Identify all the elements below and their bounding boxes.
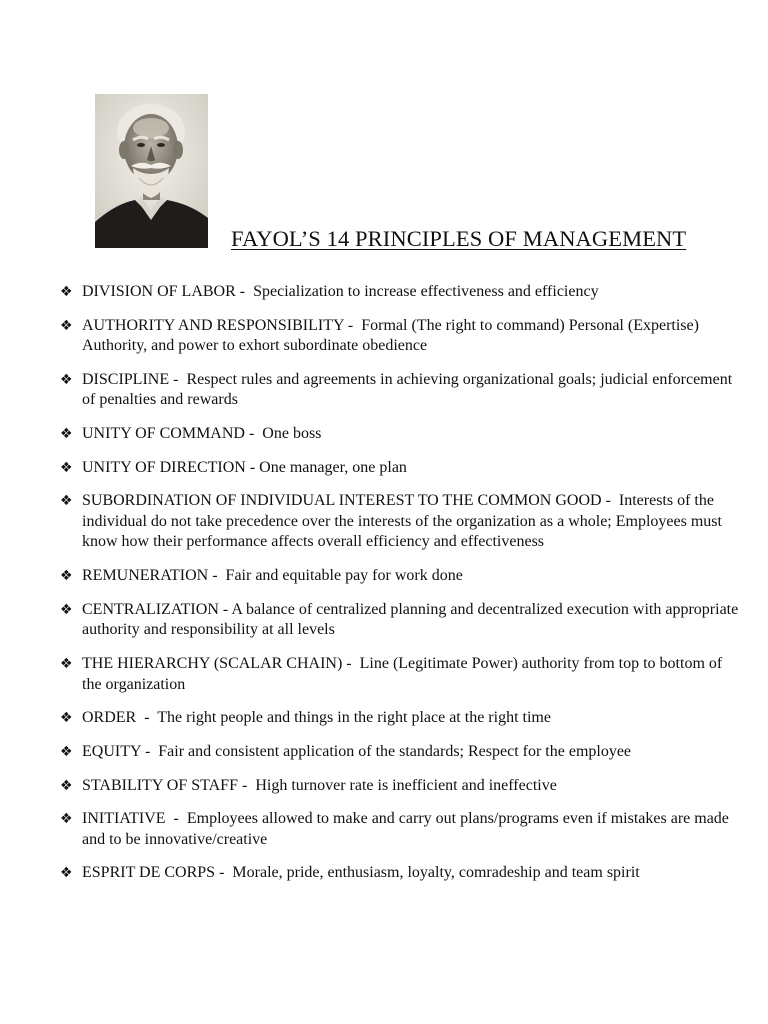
principle-heading: DISCIPLINE — [82, 370, 170, 388]
principle-description: Interests of the individual do not take precedence over the interests of the organization as a whole; Employees must know how their performance affects overall efficiency and effectiveness — [82, 492, 722, 551]
principle-separator: - — [237, 776, 256, 794]
principle-text — [82, 655, 722, 693]
principle-separator: - — [245, 458, 260, 476]
four-diamond-bullet-icon: ❖ — [60, 493, 73, 510]
principle-separator: - — [208, 567, 226, 585]
principle-item — [60, 370, 740, 411]
principle-heading: SUBORDINATION OF INDIVIDUAL INTEREST TO THE COMMON GOOD — [82, 492, 602, 510]
principle-separator: - — [601, 492, 619, 510]
principle-separator: - — [136, 709, 158, 727]
principle-description: One manager, one plan — [259, 458, 407, 476]
principle-heading: EQUITY — [82, 742, 141, 760]
principle-text — [82, 492, 722, 550]
principle-separator: - — [235, 283, 254, 300]
principle-heading: REMUNERATION — [82, 567, 209, 585]
principle-item — [60, 776, 740, 797]
principle-item — [60, 282, 740, 303]
principle-text — [82, 317, 699, 355]
page-title: FAYOL’S 14 PRINCIPLES OF MANAGEMENT — [231, 226, 687, 251]
principle-heading: ESPRIT DE CORPS — [82, 864, 216, 882]
principle-heading: THE HIERARCHY (SCALAR CHAIN) — [82, 655, 343, 672]
principle-heading: AUTHORITY AND RESPONSIBILITY — [82, 316, 344, 334]
principle-description: Respect rules and agreements in achieving organizational goals; judicial enforcement of penalties and rewards — [82, 370, 733, 409]
principle-item — [60, 424, 740, 445]
principle-item — [60, 600, 740, 641]
principle-text — [82, 425, 321, 442]
principle-description: Morale, pride, enthusiasm, loyalty, comradeship and team spirit — [232, 864, 640, 882]
principle-heading: CENTRALIZATION — [82, 600, 219, 618]
principle-description: Fair and equitable pay for work done — [225, 567, 463, 585]
four-diamond-bullet-icon: ❖ — [60, 811, 73, 828]
four-diamond-bullet-icon: ❖ — [60, 710, 73, 727]
principle-text — [82, 709, 551, 726]
principle-description: Fair and consistent application of the standards; Respect for the employee — [158, 742, 632, 760]
four-diamond-bullet-icon: ❖ — [60, 284, 73, 300]
principle-separator: - — [140, 742, 159, 760]
principle-heading: UNITY OF COMMAND — [82, 425, 245, 443]
principle-item — [60, 863, 740, 884]
principle-description: Specialization to increase effectiveness and efficiency — [253, 283, 599, 300]
principle-separator: - — [218, 600, 232, 618]
principle-description: One boss — [262, 425, 322, 443]
principle-description: Formal (The right to command) Personal (Expertise) Authority, and power to exhort subordinate obedience — [82, 316, 699, 355]
four-diamond-bullet-icon: ❖ — [60, 777, 73, 794]
principle-separator: - — [165, 810, 187, 828]
principle-heading: STABILITY OF STAFF — [82, 776, 238, 794]
principle-item — [60, 809, 740, 850]
principle-heading: INITIATIVE — [82, 810, 166, 828]
four-diamond-bullet-icon: ❖ — [60, 568, 73, 585]
principle-separator: - — [169, 370, 187, 388]
principle-text — [82, 743, 631, 760]
principles-list — [60, 282, 740, 897]
principle-heading: ORDER — [82, 709, 137, 727]
principle-text — [82, 283, 599, 300]
principle-description: Employees allowed to make and carry out plans/programs even if mistakes are made and to be innovative/creative — [82, 810, 729, 848]
principle-description: High turnover rate is inefficient and ineffective — [255, 776, 557, 794]
principle-item — [60, 742, 740, 763]
four-diamond-bullet-icon: ❖ — [60, 371, 73, 388]
four-diamond-bullet-icon: ❖ — [60, 743, 73, 760]
principle-text — [82, 777, 557, 794]
principle-separator: - — [244, 425, 263, 443]
principle-separator: - — [343, 316, 362, 334]
four-diamond-bullet-icon: ❖ — [60, 317, 73, 334]
principle-heading: DIVISION OF LABOR — [82, 283, 236, 300]
four-diamond-bullet-icon: ❖ — [60, 426, 73, 443]
portrait-photo-icon — [95, 94, 208, 248]
four-diamond-bullet-icon: ❖ — [60, 459, 73, 476]
four-diamond-bullet-icon: ❖ — [60, 865, 73, 882]
principle-text — [82, 810, 729, 848]
principle-text — [82, 567, 463, 584]
principle-description: A balance of centralized planning and decentralized execution with appropriate authority and responsibility at all levels — [82, 600, 739, 639]
principle-item — [60, 654, 740, 695]
principle-text — [82, 371, 732, 409]
principle-description: The right people and things in the right place at the right time — [157, 709, 551, 727]
principle-separator: - — [215, 864, 233, 882]
principle-item — [60, 566, 740, 587]
four-diamond-bullet-icon: ❖ — [60, 601, 73, 618]
principle-text — [82, 601, 738, 639]
four-diamond-bullet-icon: ❖ — [60, 656, 73, 672]
principle-heading: UNITY OF DIRECTION — [82, 458, 246, 476]
principle-item — [60, 491, 740, 553]
principle-item — [60, 458, 740, 479]
principle-text — [82, 864, 640, 881]
principle-separator: - — [342, 655, 360, 672]
principle-item — [60, 708, 740, 729]
principle-text — [82, 459, 407, 476]
principle-item — [60, 316, 740, 357]
principle-description: Line (Legitimate Power) authority from top to bottom of the organization — [82, 655, 723, 693]
